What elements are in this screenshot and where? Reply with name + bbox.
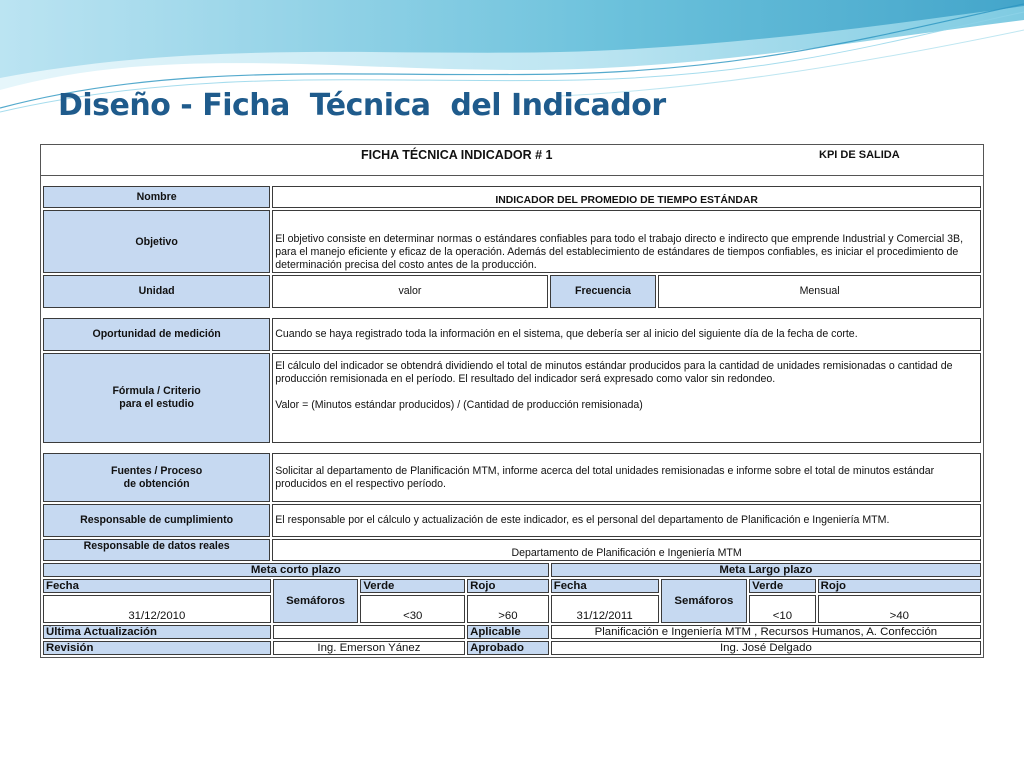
aprobado-value: Ing. José Delgado xyxy=(551,641,981,655)
goals-header-row xyxy=(43,579,981,593)
row-responsable-cumplimiento xyxy=(43,504,981,537)
largo-rojo-label: Rojo xyxy=(818,579,981,593)
corto-semaforos-label: Semáforos xyxy=(273,579,359,623)
sheet-title: FICHA TÉCNICA INDICADOR # 1 xyxy=(361,148,553,162)
row-oportunidad xyxy=(43,318,981,351)
corto-rojo-label: Rojo xyxy=(467,579,549,593)
largo-verde-value: <10 xyxy=(749,595,816,623)
kpi-type: KPI DE SALIDA xyxy=(819,149,900,161)
unidad-label: Unidad xyxy=(43,275,270,308)
meta-corto-title: Meta corto plazo xyxy=(43,563,549,577)
ultima-actualizacion-label: Última Actualización xyxy=(43,625,271,639)
corto-rojo-value: >60 xyxy=(467,595,549,623)
objetivo-label: Objetivo xyxy=(43,210,270,273)
goals-values-row xyxy=(43,595,981,623)
corto-fecha-label: Fecha xyxy=(43,579,271,593)
oportunidad-value: Cuando se haya registrado toda la información en el sistema, que debería ser al inicio del siguiente día de la fecha de corte. xyxy=(272,318,981,351)
formula-label-line1: Fórmula / Criterio xyxy=(112,385,201,397)
largo-fecha-label: Fecha xyxy=(551,579,659,593)
row-formula xyxy=(43,353,981,443)
formula-description: El cálculo del indicador se obtendrá dividiendo el total de minutos estándar producidos para la cantidad de unidades remisionadas o cantidad de producción remisionada en el período. El resultado del indicador será expresado como valor sin redondeo. xyxy=(275,360,953,385)
responsable-cumplimiento-value: El responsable por el cálculo y actualización de este indicador, es el personal del departamento de Planificación e Ingeniería MTM. xyxy=(272,504,981,537)
revision-row xyxy=(43,641,981,655)
corto-verde-label: Verde xyxy=(360,579,465,593)
row-fuentes xyxy=(43,453,981,502)
row-unidad xyxy=(43,275,981,308)
ultima-actualizacion-value xyxy=(273,625,465,639)
formula-label xyxy=(43,353,270,443)
goals-table xyxy=(41,561,983,657)
aprobado-label: Aprobado xyxy=(467,641,549,655)
responsable-datos-label: Responsable de datos reales xyxy=(43,539,270,561)
corto-fecha-value: 31/12/2010 xyxy=(43,595,271,623)
row-nombre xyxy=(43,186,981,208)
largo-rojo-value: >40 xyxy=(818,595,981,623)
nombre-value: INDICADOR DEL PROMEDIO DE TIEMPO ESTÁNDAR xyxy=(272,186,981,208)
fuentes-label-line1: Fuentes / Proceso xyxy=(110,464,203,477)
actualizacion-row xyxy=(43,625,981,639)
largo-verde-label: Verde xyxy=(749,579,816,593)
oportunidad-label: Oportunidad de medición xyxy=(43,318,270,351)
formula-label-line2: para el estudio xyxy=(119,398,194,410)
indicator-details-table xyxy=(41,176,983,563)
row-objetivo xyxy=(43,210,981,273)
revision-label: Revisión xyxy=(43,641,271,655)
formula-value xyxy=(272,353,981,443)
meta-largo-title: Meta Largo plazo xyxy=(551,563,981,577)
slide-title: Diseño - Ficha Técnica del Indicador xyxy=(58,88,666,123)
unidad-value: valor xyxy=(272,275,547,308)
largo-fecha-value: 31/12/2011 xyxy=(551,595,659,623)
largo-semaforos-label: Semáforos xyxy=(661,579,748,623)
frecuencia-label: Frecuencia xyxy=(550,275,657,308)
aplicable-label: Aplicable xyxy=(467,625,549,639)
responsable-datos-value: Departamento de Planificación e Ingeniería MTM xyxy=(272,539,981,561)
formula-expression: Valor = (Minutos estándar producidos) / (Cantidad de producción remisionada) xyxy=(275,399,643,411)
corto-verde-value: <30 xyxy=(360,595,465,623)
sheet-header xyxy=(41,145,983,176)
aplicable-value: Planificación e Ingeniería MTM , Recursos Humanos, A. Confección xyxy=(551,625,981,639)
row-responsable-datos xyxy=(43,539,981,561)
fuentes-label-line2: de obtención xyxy=(123,477,190,490)
revision-value: Ing. Emerson Yánez xyxy=(273,641,465,655)
responsable-cumplimiento-label: Responsable de cumplimiento xyxy=(43,504,270,537)
goals-title-row xyxy=(43,563,981,577)
objetivo-value: El objetivo consiste en determinar normas o estándares confiables para todo el trabajo directo e indirecto que emprende Industrial y Comercial 3B, para el manejo eficiente y eficaz de la operación. Además del establecimiento de estándares de tiempos confiables, es iniciar el procedimiento de determinación precisa del costo antes de la producción. xyxy=(272,210,981,273)
nombre-label: Nombre xyxy=(43,186,270,208)
indicator-sheet xyxy=(40,144,984,658)
fuentes-value: Solicitar al departamento de Planificación MTM, informe acerca del total unidades remisionadas e informe sobre el total de minutos estándar producidos en el respectivo período. xyxy=(272,453,981,502)
frecuencia-value: Mensual xyxy=(658,275,981,308)
fuentes-label xyxy=(43,453,270,502)
